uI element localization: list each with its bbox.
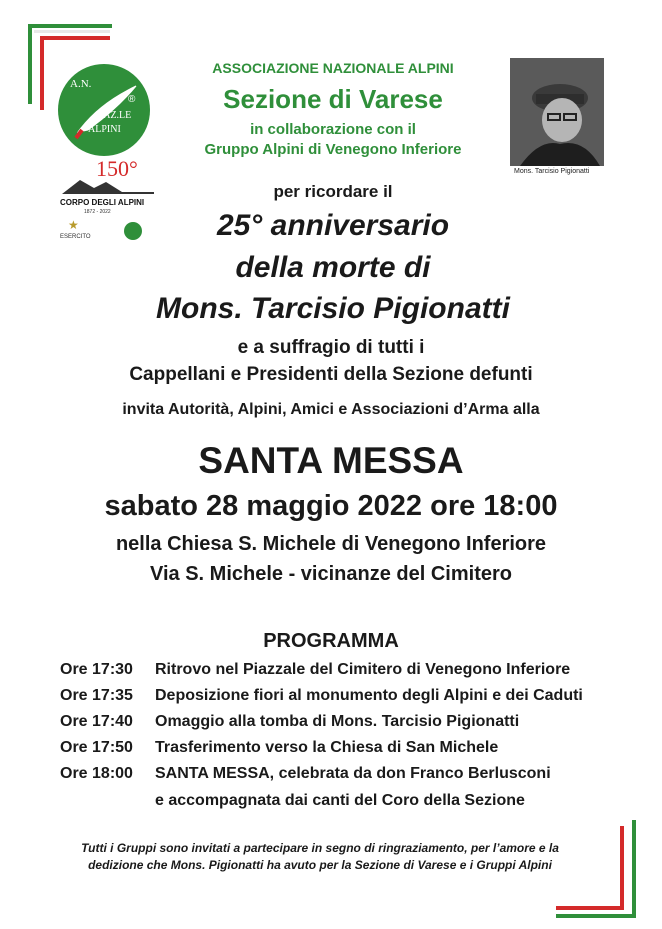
photo-caption: Mons. Tarcisio Pigionatti	[514, 168, 590, 175]
programma-item-text: e accompagnata dai canti del Coro della Sezione	[155, 792, 525, 809]
tricolore-top-left-white	[34, 30, 110, 33]
programma-item-text: Ritrovo nel Piazzale del Cimitero di Venegono Inferiore	[155, 661, 571, 678]
date-time: sabato 28 maggio 2022 ore 18:00	[104, 490, 558, 522]
ana-logo-text-mid: NAZ.LE	[96, 110, 132, 121]
ana-logo-text-top: A.N.	[70, 78, 92, 90]
programma-item-time: Ore 17:30	[60, 661, 133, 678]
programma-item-time: Ore 17:40	[60, 713, 133, 730]
programma-item-text: Trasferimento verso la Chiesa di San Michele	[155, 739, 499, 756]
programma-item-time: Ore 18:00	[60, 765, 133, 782]
collaboration-line-1: in collaborazione con il	[250, 121, 416, 138]
tricolore-bottom-right-green	[556, 914, 636, 918]
ana-logo	[58, 64, 150, 156]
star-icon: ★	[68, 218, 79, 232]
tricolore-top-left-red-v	[40, 36, 44, 110]
anniversary-number: 150°	[96, 156, 138, 181]
invite-text: invita Autorità, Alpini, Amici e Associazioni d’Arma alla	[122, 401, 540, 418]
tricolore-top-left-red	[40, 36, 110, 40]
anniversary-years: 1872 - 2022	[84, 209, 111, 215]
location-line-2: Via S. Michele - vicinanze del Cimitero	[150, 563, 512, 585]
tricolore-bottom-right-red-v	[620, 826, 624, 910]
tricolore-top-left-green-v	[28, 24, 32, 104]
footer-line-1: Tutti i Gruppi sono invitati a partecipare in segno di ringraziamento, per l’amore e la	[81, 841, 559, 855]
programma-item-time: Ore 17:35	[60, 687, 133, 704]
programma-item-text: SANTA MESSA, celebrata da don Franco Berlusconi	[155, 765, 551, 782]
intro-text: per ricordare il	[273, 182, 393, 201]
suffragio-line-2: Cappellani e Presidenti della Sezione defunti	[129, 364, 533, 385]
esercito-label: ESERCITO	[60, 234, 91, 240]
ana-logo-text-bottom: ALPINI	[88, 124, 121, 135]
anniversary-title-line-3: Mons. Tarcisio Pigionatti	[156, 292, 510, 325]
tricolore-top-left-green	[28, 24, 112, 28]
association-name: ASSOCIAZIONE NAZIONALE ALPINI	[212, 60, 454, 76]
tricolore-bottom-right-red	[556, 906, 624, 910]
portrait-photo	[510, 58, 604, 166]
mass-title: SANTA MESSA	[198, 440, 464, 481]
tricolore-bottom-right-green-v	[632, 820, 636, 916]
programma-item-text: Deposizione fiori al monumento degli Alpini e dei Caduti	[155, 687, 583, 704]
programma-item-text: Omaggio alla tomba di Mons. Tarcisio Pigionatti	[155, 713, 520, 730]
programma-heading: PROGRAMMA	[263, 630, 399, 652]
anniversary-title-line-1: 25° anniversario	[216, 209, 450, 242]
programma-item-time: Ore 17:50	[60, 739, 133, 756]
footer-line-2: dedizione che Mons. Pigionatti ha avuto per la Sezione di Varese e i Gruppi Alpini	[88, 858, 552, 872]
location-line-1: nella Chiesa S. Michele di Venegono Inferiore	[115, 533, 547, 555]
registered-mark: ®	[128, 94, 136, 105]
suffragio-line-1: e a suffragio di tutti i	[237, 337, 425, 358]
mountain-icon	[60, 176, 156, 196]
section-title: Sezione di Varese	[223, 84, 443, 114]
anniversary-text: CORPO DEGLI ALPINI	[60, 198, 145, 207]
anniversary-title-line-2: della morte di	[235, 251, 431, 284]
portrait-icon	[510, 58, 604, 166]
collaboration-line-2: Gruppo Alpini di Venegono Inferiore	[204, 141, 462, 158]
